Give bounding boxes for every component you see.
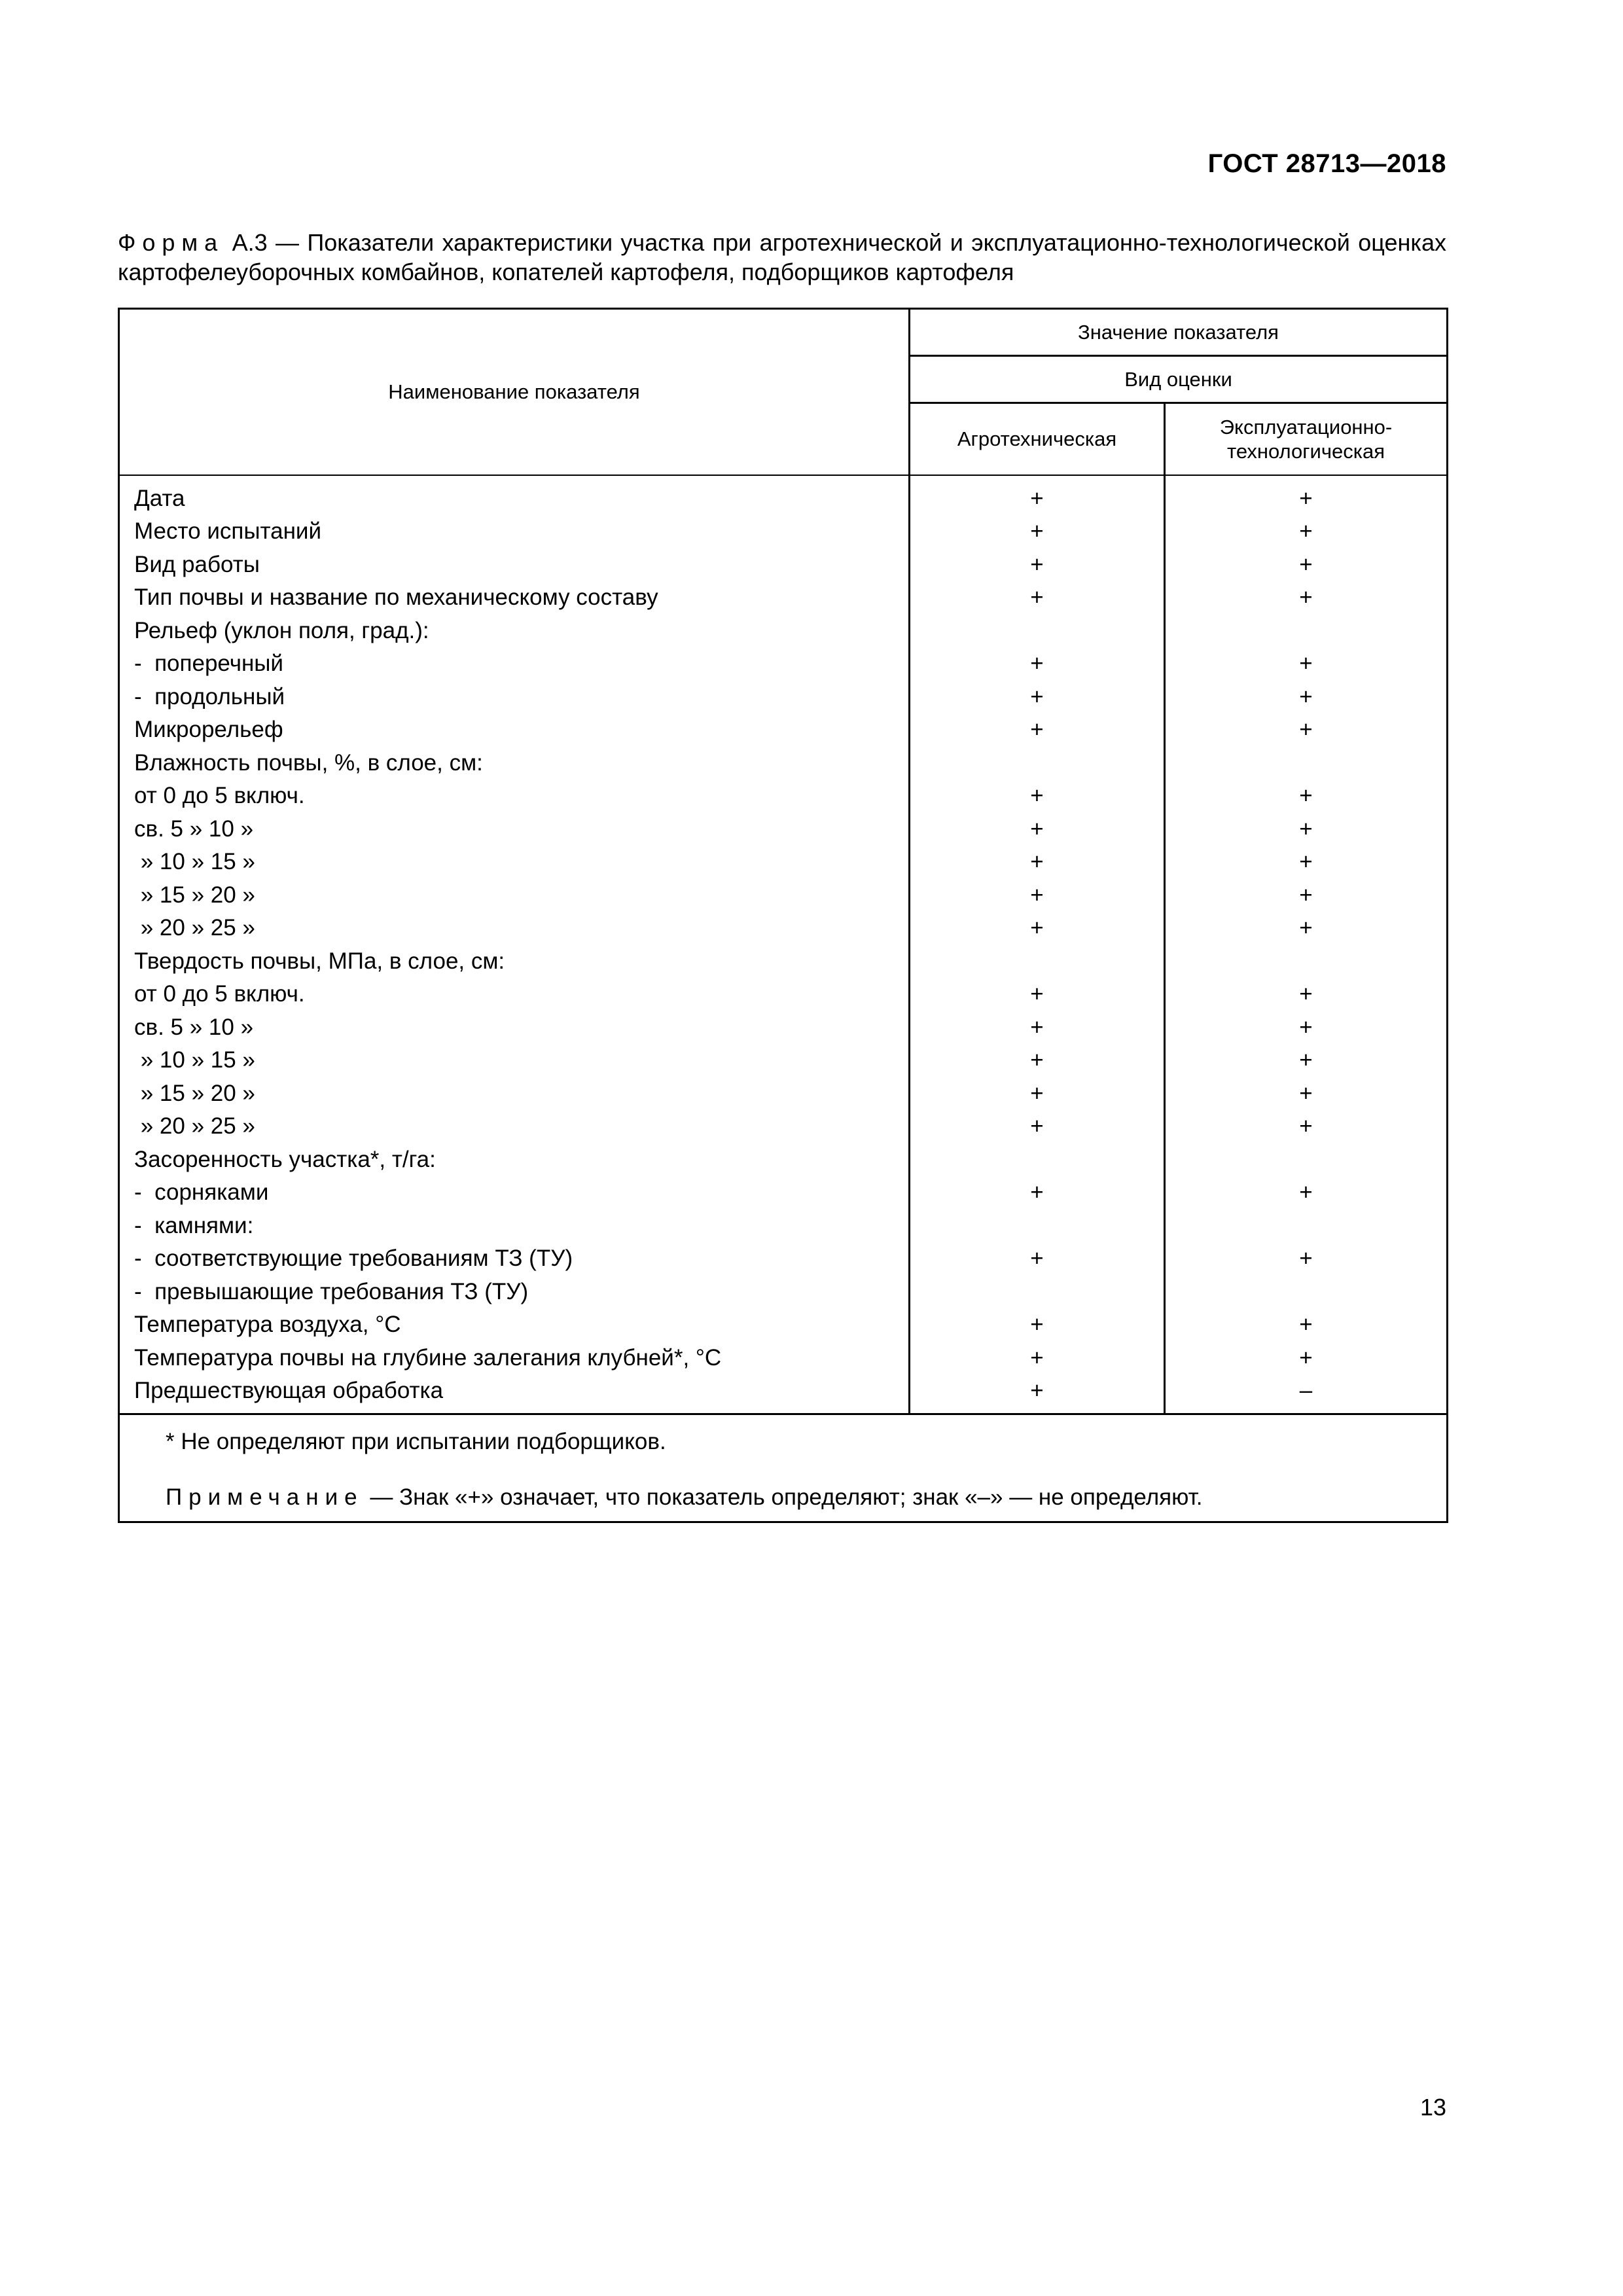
table-row	[119, 1242, 1448, 1276]
indicator-name-cell: Тип почвы и название по механическому составу	[119, 581, 910, 615]
indicators-table	[118, 308, 1448, 1523]
table-row	[119, 615, 1448, 648]
operational-value-cell	[1165, 747, 1448, 780]
table-row	[119, 879, 1448, 912]
agrotechnical-value-cell: +	[910, 681, 1165, 714]
table-footer	[119, 1414, 1448, 1522]
footer-cell	[119, 1414, 1448, 1522]
agrotechnical-value-cell	[910, 747, 1165, 780]
agrotechnical-value-cell	[910, 615, 1165, 648]
indicator-name-cell: » 10 » 15 »	[119, 1044, 910, 1077]
indicator-name-cell: св. 5 » 10 »	[119, 1011, 910, 1045]
agrotechnical-value-cell: +	[910, 780, 1165, 813]
indicator-name-cell: Температура почвы на глубине залегания клубней*, °С	[119, 1342, 910, 1375]
operational-value-cell: +	[1165, 780, 1448, 813]
operational-value-cell: +	[1165, 475, 1448, 516]
indicator-name-cell: Предшествующая обработка	[119, 1374, 910, 1414]
table-row	[119, 813, 1448, 846]
table-row	[119, 1342, 1448, 1375]
operational-value-cell: +	[1165, 978, 1448, 1011]
agrotechnical-value-cell: +	[910, 581, 1165, 615]
table-row	[119, 1374, 1448, 1414]
caption-text: А.3 — Показатели характеристики участка при агротехнической и эксплуатационно-технологической оценках картофелеуборочных комбайнов, копателей картофеля, подборщиков картофеля	[118, 229, 1446, 285]
header-operational: Эксплуатационно-технологическая	[1165, 403, 1448, 475]
agrotechnical-value-cell	[910, 1210, 1165, 1243]
table-row	[119, 548, 1448, 582]
table-body	[119, 475, 1448, 1414]
table-row	[119, 1276, 1448, 1309]
indicator-name-cell: - камнями:	[119, 1210, 910, 1243]
indicator-name-cell: » 10 » 15 »	[119, 846, 910, 879]
header-assessment-group: Вид оценки	[910, 356, 1448, 403]
agrotechnical-value-cell: +	[910, 1374, 1165, 1414]
operational-value-cell: +	[1165, 912, 1448, 945]
agrotechnical-value-cell: +	[910, 1308, 1165, 1342]
operational-value-cell: +	[1165, 515, 1448, 548]
agrotechnical-value-cell	[910, 1143, 1165, 1177]
operational-value-cell: +	[1165, 1011, 1448, 1045]
table-row	[119, 1011, 1448, 1045]
table-row	[119, 1143, 1448, 1177]
agrotechnical-value-cell: +	[910, 846, 1165, 879]
operational-value-cell: –	[1165, 1374, 1448, 1414]
operational-value-cell	[1165, 1143, 1448, 1177]
indicator-name-cell: » 20 » 25 »	[119, 1110, 910, 1143]
agrotechnical-value-cell: +	[910, 1176, 1165, 1210]
header-agrotechnical: Агротехническая	[910, 403, 1165, 475]
note-text: — Знак «+» означает, что показатель определяют; знак «–» — не определяют.	[363, 1484, 1203, 1510]
indicator-name-cell: Твердость почвы, МПа, в слое, см:	[119, 945, 910, 978]
operational-value-cell: +	[1165, 581, 1448, 615]
table-row	[119, 978, 1448, 1011]
table-row	[119, 747, 1448, 780]
agrotechnical-value-cell	[910, 1276, 1165, 1309]
table-row	[119, 1077, 1448, 1111]
table-row	[119, 1176, 1448, 1210]
table-row	[119, 1110, 1448, 1143]
note-prefix: Примечание	[166, 1484, 364, 1510]
agrotechnical-value-cell: +	[910, 1077, 1165, 1111]
operational-value-cell: +	[1165, 1242, 1448, 1276]
operational-value-cell: +	[1165, 1044, 1448, 1077]
indicator-name-cell: от 0 до 5 включ.	[119, 978, 910, 1011]
indicator-name-cell: от 0 до 5 включ.	[119, 780, 910, 813]
header-value-group: Значение показателя	[910, 309, 1448, 356]
indicator-name-cell: » 15 » 20 »	[119, 1077, 910, 1111]
header-indicator-name: Наименование показателя	[119, 309, 910, 475]
operational-value-cell: +	[1165, 713, 1448, 747]
agrotechnical-value-cell: +	[910, 1242, 1165, 1276]
operational-value-cell: +	[1165, 879, 1448, 912]
indicator-name-cell: Температура воздуха, °С	[119, 1308, 910, 1342]
standard-designation: ГОСТ 28713—2018	[1207, 149, 1446, 178]
agrotechnical-value-cell: +	[910, 515, 1165, 548]
indicator-name-cell: Микрорельеф	[119, 713, 910, 747]
operational-value-cell: +	[1165, 548, 1448, 582]
note	[166, 1482, 1446, 1512]
table-header	[119, 309, 1448, 475]
table-row	[119, 1210, 1448, 1243]
operational-value-cell: +	[1165, 647, 1448, 681]
table-row	[119, 681, 1448, 714]
indicator-name-cell: - сорняками	[119, 1176, 910, 1210]
table-row	[119, 846, 1448, 879]
operational-value-cell	[1165, 1210, 1448, 1243]
agrotechnical-value-cell: +	[910, 548, 1165, 582]
indicator-name-cell: Вид работы	[119, 548, 910, 582]
operational-value-cell: +	[1165, 681, 1448, 714]
indicator-name-cell: Дата	[119, 475, 910, 516]
agrotechnical-value-cell: +	[910, 1044, 1165, 1077]
table-row	[119, 945, 1448, 978]
indicator-name-cell: » 15 » 20 »	[119, 879, 910, 912]
operational-value-cell: +	[1165, 813, 1448, 846]
footnote: * Не определяют при испытании подборщиков.	[166, 1428, 666, 1454]
table-row	[119, 475, 1448, 516]
agrotechnical-value-cell: +	[910, 879, 1165, 912]
table-row	[119, 912, 1448, 945]
operational-value-cell: +	[1165, 1077, 1448, 1111]
agrotechnical-value-cell	[910, 945, 1165, 978]
operational-value-cell	[1165, 615, 1448, 648]
agrotechnical-value-cell: +	[910, 1110, 1165, 1143]
table-row	[119, 581, 1448, 615]
table-row	[119, 515, 1448, 548]
indicator-name-cell: Рельеф (уклон поля, град.):	[119, 615, 910, 648]
operational-value-cell: +	[1165, 1176, 1448, 1210]
operational-value-cell: +	[1165, 1342, 1448, 1375]
table-row	[119, 713, 1448, 747]
operational-value-cell: +	[1165, 1110, 1448, 1143]
indicator-name-cell: Место испытаний	[119, 515, 910, 548]
table-row	[119, 780, 1448, 813]
page-number: 13	[1419, 2094, 1446, 2121]
agrotechnical-value-cell: +	[910, 978, 1165, 1011]
agrotechnical-value-cell: +	[910, 713, 1165, 747]
caption-prefix: Форма	[118, 229, 224, 256]
agrotechnical-value-cell: +	[910, 475, 1165, 516]
indicator-name-cell: - продольный	[119, 681, 910, 714]
table-row	[119, 1308, 1448, 1342]
indicator-name-cell: Влажность почвы, %, в слое, см:	[119, 747, 910, 780]
indicator-name-cell: » 20 » 25 »	[119, 912, 910, 945]
agrotechnical-value-cell: +	[910, 912, 1165, 945]
operational-value-cell	[1165, 945, 1448, 978]
table-caption	[118, 228, 1446, 287]
indicator-name-cell: - соответствующие требованиям ТЗ (ТУ)	[119, 1242, 910, 1276]
indicator-name-cell: - поперечный	[119, 647, 910, 681]
agrotechnical-value-cell: +	[910, 1011, 1165, 1045]
indicator-name-cell: св. 5 » 10 »	[119, 813, 910, 846]
indicator-name-cell: - превышающие требования ТЗ (ТУ)	[119, 1276, 910, 1309]
table-row	[119, 1044, 1448, 1077]
operational-value-cell: +	[1165, 1308, 1448, 1342]
operational-value-cell: +	[1165, 846, 1448, 879]
agrotechnical-value-cell: +	[910, 1342, 1165, 1375]
operational-value-cell	[1165, 1276, 1448, 1309]
indicator-name-cell: Засоренность участка*, т/га:	[119, 1143, 910, 1177]
table-row	[119, 647, 1448, 681]
agrotechnical-value-cell: +	[910, 647, 1165, 681]
agrotechnical-value-cell: +	[910, 813, 1165, 846]
